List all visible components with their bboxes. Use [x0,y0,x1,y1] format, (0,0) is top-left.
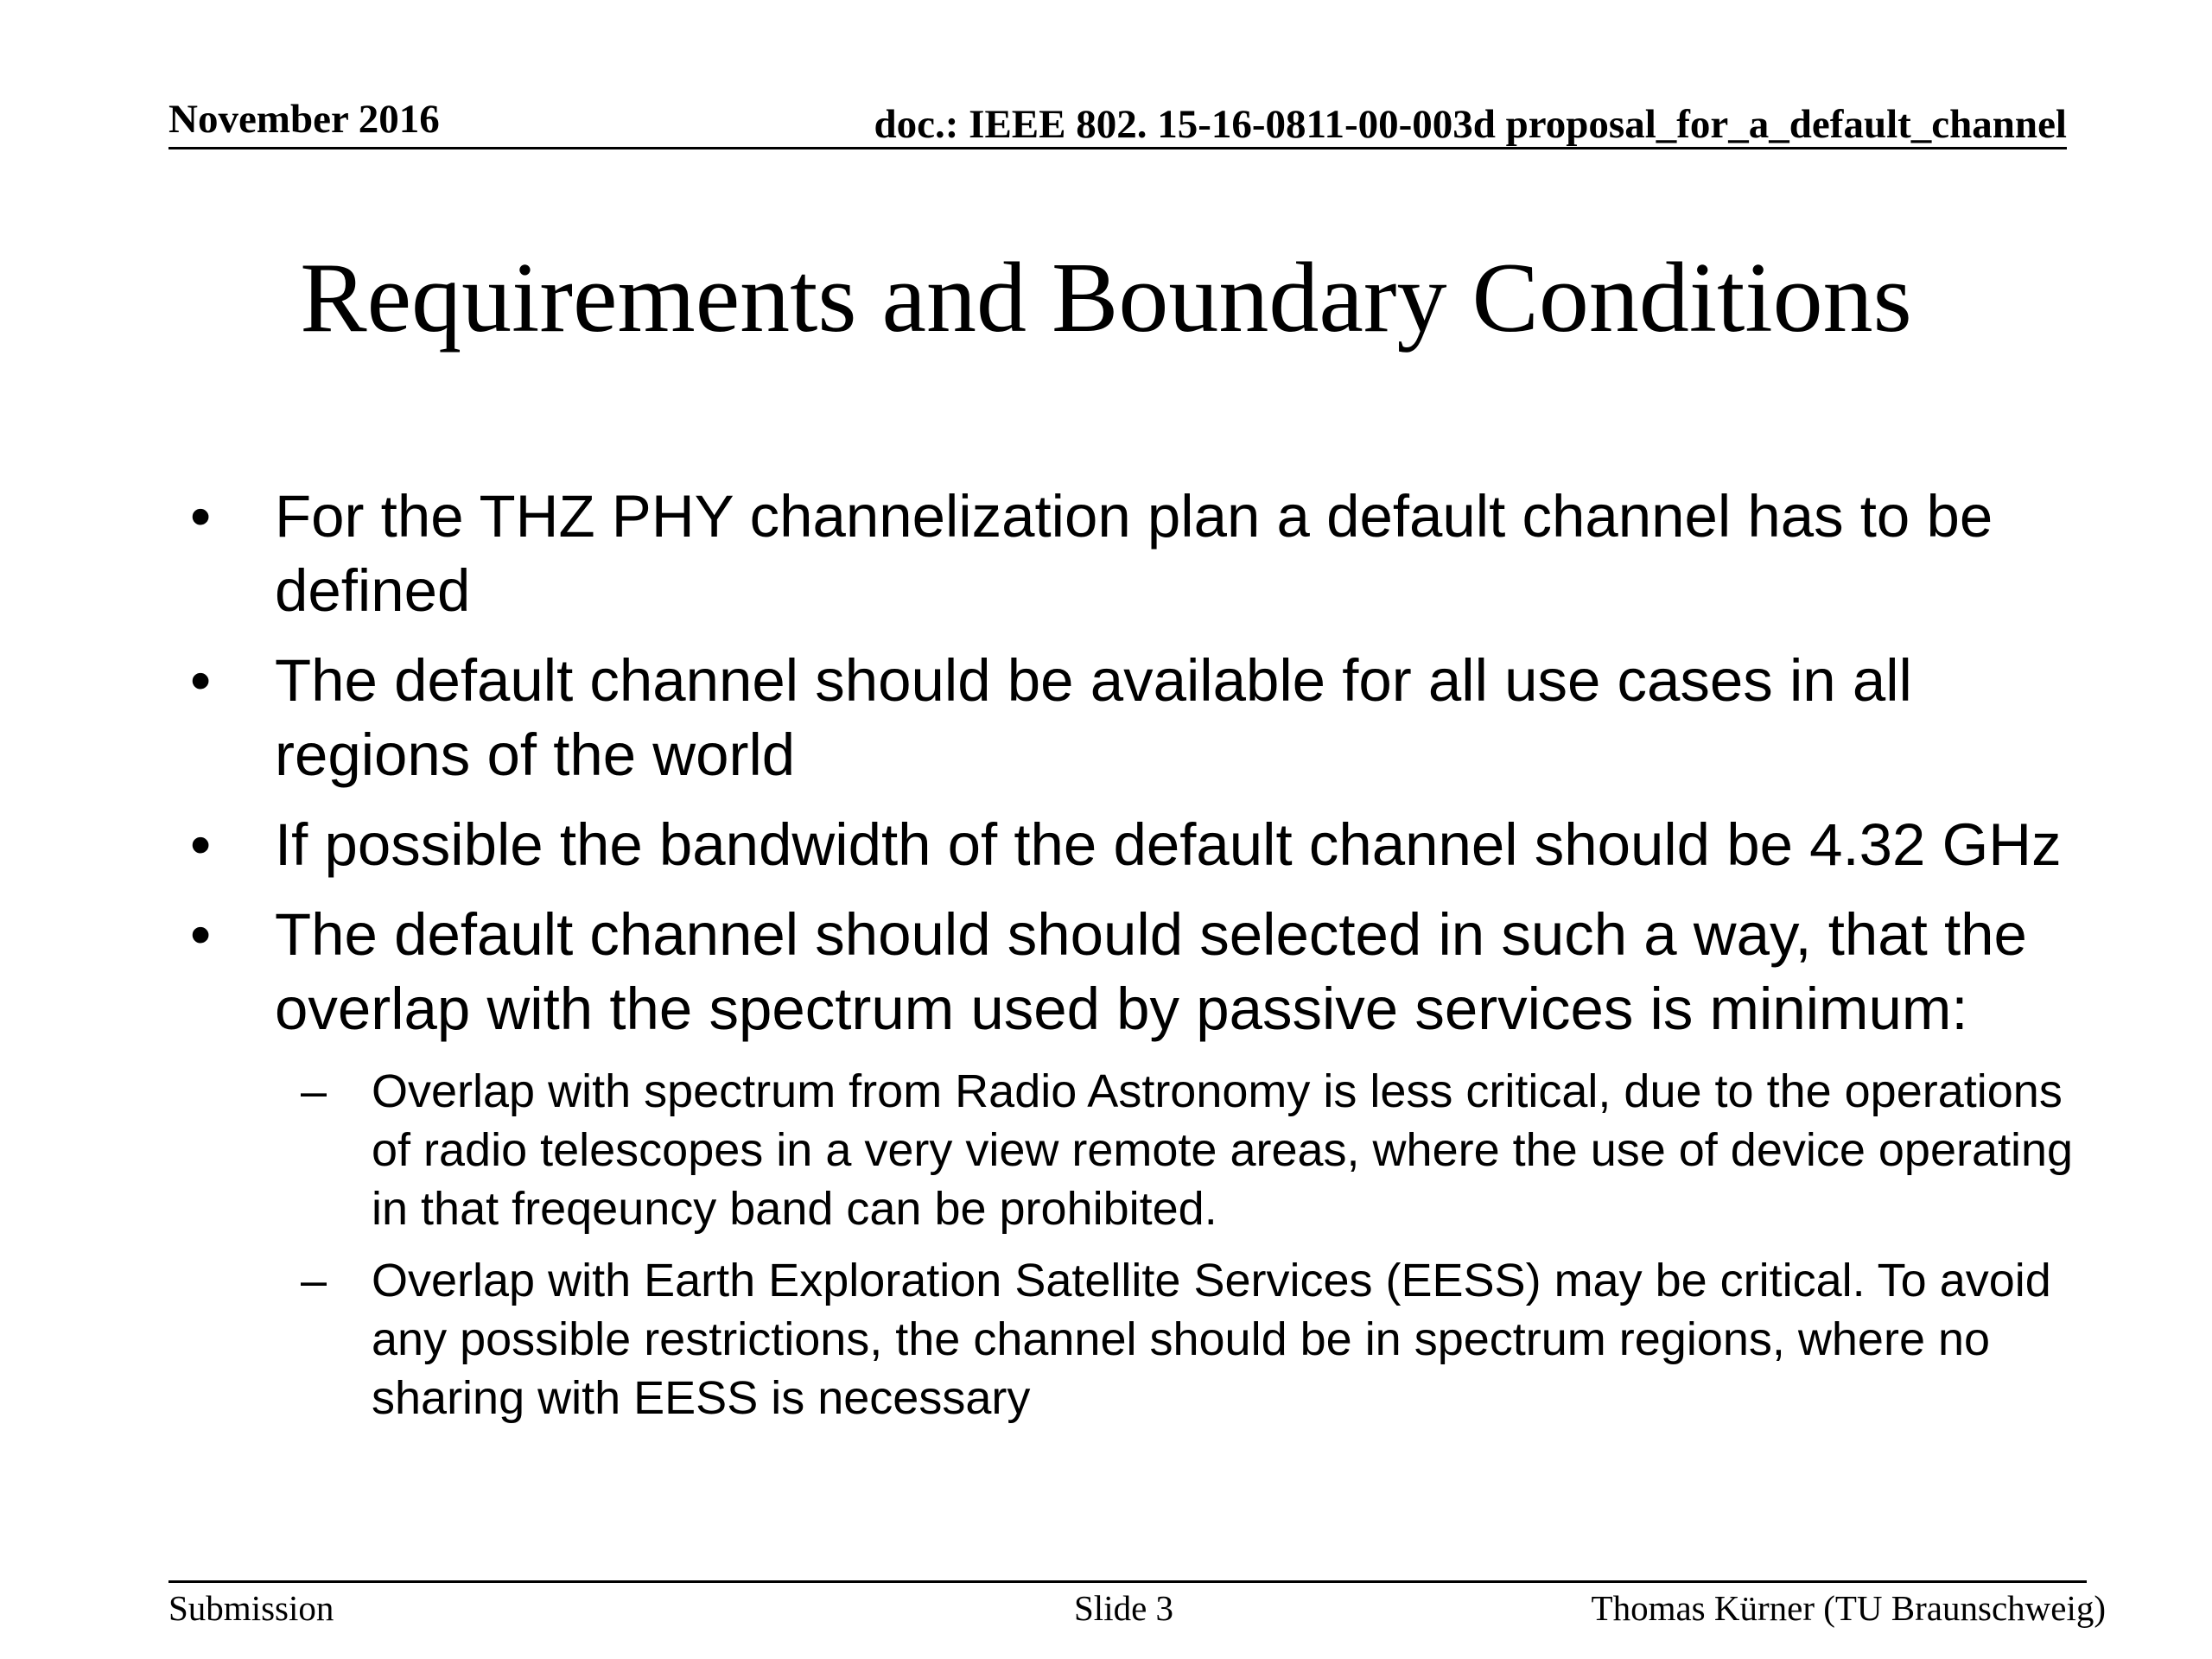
header-doc-id: doc.: IEEE 802. 15-16-0811-00-003d proposal_for_a_default_channel [874,102,2067,147]
bullet-marker: • [190,811,212,878]
bullet-item [190,644,2072,792]
header-divider [168,147,2067,149]
sub-bullet-text: Overlap with Earth Exploration Satellite Services (EESS) may be critical. To avoid any possible restrictions, the channel should be in spectrum regions, where no sharing with EESS is necessary [372,1255,2051,1424]
bullet-item [190,898,2072,1046]
footer-author: Thomas Kürner (TU Braunschweig) [1591,1588,2106,1628]
bullet-text: For the THZ PHY channelization plan a default channel has to be defined [275,483,1993,624]
header-date: November 2016 [168,97,440,142]
bullet-marker: • [190,647,212,714]
bullet-item [190,480,2072,628]
bullet-item [190,808,2072,882]
bullet-text: The default channel should should selected in such a way, that the overlap with the spectrum used by passive services is minimum: [275,901,2027,1042]
slide-body [0,480,2212,1440]
sub-bullet-marker: – [301,1255,327,1306]
sub-bullet-text: Overlap with spectrum from Radio Astronomy is less critical, due to the operations of radio telescopes in a very view remote areas, where the use of device operating in that freqeuncy band can be prohibited. [372,1065,2074,1235]
footer-slide-number: Slide 3 [1074,1588,1174,1628]
sub-bullet-marker: – [301,1065,327,1117]
footer-submission: Submission [168,1588,334,1628]
bullet-text: If possible the bandwidth of the default channel should be 4.32 GHz [275,811,2062,878]
bullet-marker: • [190,483,212,550]
bullet-text: The default channel should be available for all use cases in all regions of the world [275,647,1912,788]
slide-title: Requirements and Boundary Conditions [300,243,1912,353]
footer-divider [168,1580,2087,1583]
sub-bullet-item [301,1251,2078,1427]
sub-bullet-item [301,1062,2078,1238]
bullet-marker: • [190,901,212,968]
